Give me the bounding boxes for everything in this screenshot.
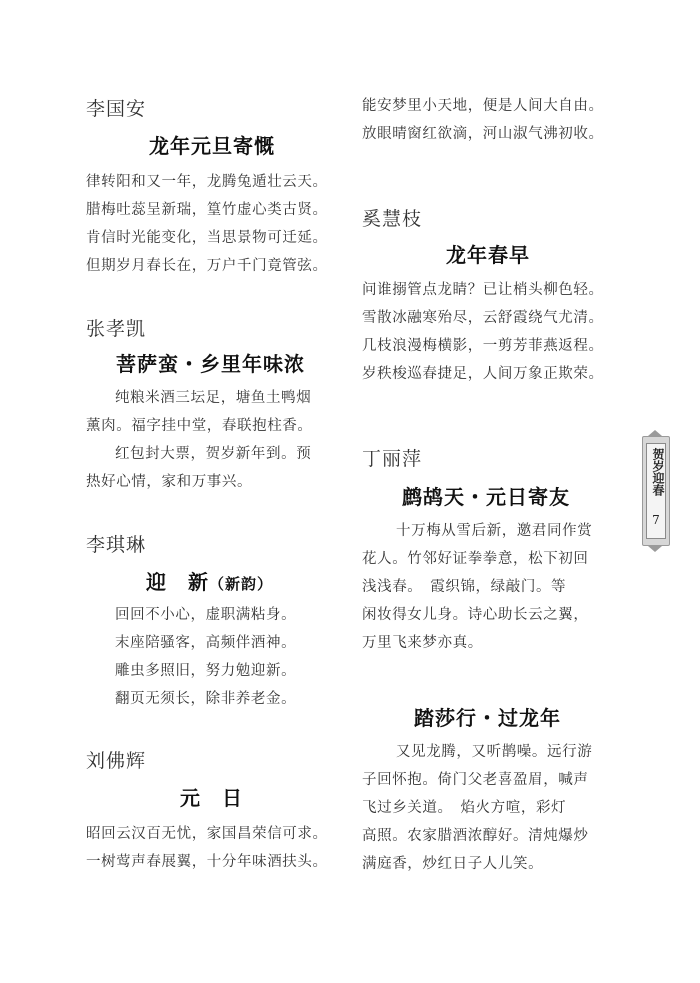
poem-line: 闲妆得女儿身。诗心助长云之翼， xyxy=(362,607,589,623)
poem-subtitle: （新韵） xyxy=(209,575,274,593)
poem-line: 红包封大票，贺岁新年到。预 xyxy=(115,446,312,462)
poem-line: 雕虫多照旧，努力勉迎新。 xyxy=(115,663,297,679)
poem-line: 薰肉。福字挂中堂，春联抱柱香。 xyxy=(86,418,313,434)
poem-line: 满庭香，炒红日子人儿笑。 xyxy=(362,856,544,872)
poem-line: 放眼晴窗红欲滴，河山淑气沸初收。 xyxy=(362,126,604,142)
poem-line: 能安梦里小天地，便是人间大自由。 xyxy=(362,98,604,114)
poem-title xyxy=(146,566,273,595)
poem-line: 肯信时光能变化，当思景物可迁延。 xyxy=(86,230,328,246)
poem-line: 几枝浪漫梅横影，一剪芳菲燕返程。 xyxy=(362,338,604,354)
poem-author: 丁丽萍 xyxy=(362,448,423,470)
poem-line: 一树莺声春展翼，十分年味酒扶头。 xyxy=(86,854,328,870)
poem-line: 浅浅春。 霞织锦，绿敲门。等 xyxy=(362,579,567,595)
poem-line: 律转阳和又一年，龙腾兔遁壮云天。 xyxy=(86,174,328,190)
poem-line: 但期岁月春长在，万户千门竟管弦。 xyxy=(86,258,328,274)
poem-author: 奚慧枝 xyxy=(362,208,423,230)
section-label: 贺岁迎春 xyxy=(651,448,665,496)
section-tab xyxy=(642,436,670,546)
poem-title: 鹧鸪天・元日寄友 xyxy=(402,485,570,509)
poem-line: 热好心情，家和万事兴。 xyxy=(86,474,253,490)
tab-bottom-ornament xyxy=(648,546,662,552)
page-number: 7 xyxy=(652,513,660,527)
poem-line: 末座陪骚客，高频伴酒神。 xyxy=(115,635,297,651)
poem-line: 飞过乡关道。 焰火方喧，彩灯 xyxy=(362,800,567,816)
poem-line: 子回怀抱。倚门父老喜盈眉，喊声 xyxy=(362,772,589,788)
poem-author: 李琪琳 xyxy=(86,534,147,556)
poem-line: 岁秩梭巡春捷足，人间万象正欺荣。 xyxy=(362,366,604,382)
poem-title: 龙年元旦寄慨 xyxy=(149,134,275,158)
poem-line: 花人。竹邻好证拳拳意，松下初回 xyxy=(362,551,589,567)
poem-title: 元 日 xyxy=(180,786,243,810)
poem-line: 回回不小心，虚职满粘身。 xyxy=(115,607,297,623)
poem-line: 翻页无须长，除非养老金。 xyxy=(115,691,297,707)
tab-top-ornament xyxy=(648,430,662,436)
poem-line: 纯粮米酒三坛足，塘鱼土鸭烟 xyxy=(115,390,312,406)
poem-title: 菩萨蛮・乡里年味浓 xyxy=(116,352,305,376)
poem-line: 高照。农家腊酒浓醇好。清炖爆炒 xyxy=(362,828,589,844)
poem-line: 昭回云汉百无忧，家国昌荣信可求。 xyxy=(86,826,328,842)
poem-line: 问谁搦管点龙睛？已让梢头柳色轻。 xyxy=(362,282,604,298)
poem-title: 踏莎行・过龙年 xyxy=(414,706,561,730)
poem-author: 张孝凯 xyxy=(86,318,147,340)
poem-line: 腊梅吐蕊呈新瑞，篁竹虚心类古贤。 xyxy=(86,202,328,218)
poem-line: 又见龙腾，又听鹊噪。远行游 xyxy=(396,744,593,760)
poem-line: 万里飞来梦亦真。 xyxy=(362,635,483,651)
poem-title: 龙年春早 xyxy=(446,243,530,267)
poem-line: 雪散冰融寒殆尽，云舒霞绕气尤清。 xyxy=(362,310,604,326)
section-tab-inner xyxy=(646,443,666,539)
poem-author: 李国安 xyxy=(86,98,147,120)
poem-line: 十万梅从雪后新，邀君同作赏 xyxy=(396,523,593,539)
poem-author: 刘佛辉 xyxy=(86,750,147,772)
poem-title-text: 迎 新 xyxy=(146,570,209,594)
